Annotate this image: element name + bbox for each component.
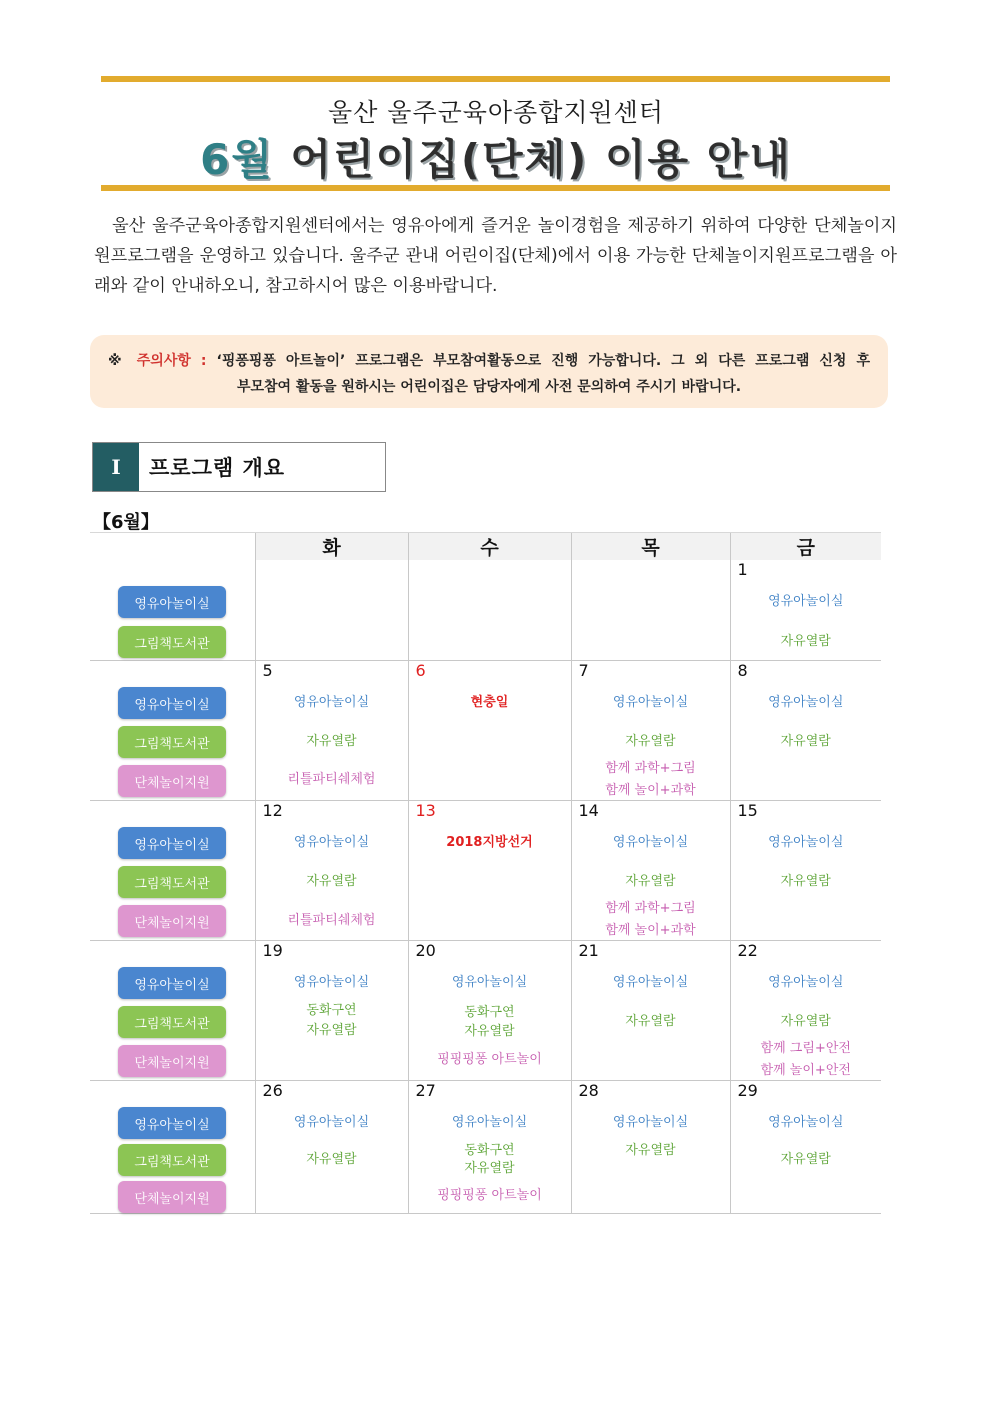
event-library: 자유열람 (306, 874, 357, 889)
legend-tag-group: 단체놀이지원 (118, 905, 226, 937)
calendar-header-row (90, 533, 881, 561)
day-number: 8 (737, 661, 748, 680)
legend-tag-play: 영유아놀이실 (118, 687, 226, 719)
page-title (0, 127, 992, 187)
week-row (90, 661, 881, 801)
section-number: I (93, 443, 139, 491)
day-cell (408, 560, 571, 661)
event-library: 자유열람 (780, 1014, 831, 1029)
day-number: 5 (262, 661, 273, 680)
calendar-table (90, 532, 881, 1214)
event-library: 자유열람 (306, 734, 357, 749)
title-text: 어린이집(단체) 이용 안내 (273, 135, 792, 184)
day-cell (730, 560, 881, 661)
day-cell (571, 661, 730, 801)
notice-line-1 (108, 348, 870, 374)
event-library: 자유열람 (780, 734, 831, 749)
day-cell (730, 661, 881, 801)
week-row (90, 941, 881, 1081)
event-play: 영유아놀이실 (293, 975, 370, 990)
day-number: 22 (737, 941, 758, 960)
day-number: 14 (578, 801, 599, 820)
event-play: 영유아놀이실 (451, 1115, 528, 1130)
event-library: 자유열람 (625, 874, 676, 889)
event-library: 자유열람 (464, 1161, 515, 1176)
event-holiday: 현충일 (470, 695, 509, 710)
day-cell (571, 801, 730, 941)
legend-tag-library: 그림책도서관 (118, 1144, 226, 1176)
event-play: 영유아놀이실 (768, 835, 844, 850)
header-tue: 화 (255, 533, 408, 561)
event-library: 자유열람 (306, 1152, 357, 1167)
legend-tag-library: 그림책도서관 (118, 626, 226, 658)
event-group: 리틀파티쉐체험 (287, 772, 376, 787)
day-cell (730, 1081, 881, 1214)
day-cell (255, 941, 408, 1081)
event-group: 함께 놀이+과학 (605, 923, 696, 938)
day-cell (571, 1081, 730, 1214)
header-thu: 목 (571, 533, 730, 561)
day-cell (255, 560, 408, 661)
legend-tag-play: 영유아놀이실 (118, 827, 226, 859)
event-play: 영유아놀이실 (612, 695, 689, 710)
month-label: 【6월】 (93, 512, 159, 533)
event-play: 영유아놀이실 (293, 1115, 370, 1130)
header-fri: 금 (730, 533, 881, 561)
notice-prefix: ※ (108, 353, 127, 369)
day-cell (571, 941, 730, 1081)
day-cell (408, 1081, 571, 1214)
intro-paragraph: 울산 울주군육아종합지원센터에서는 영유아에게 즐거운 놀이경험을 제공하기 위하여 다양한 단체놀이지원프로그램을 운영하고 있습니다. 울주군 관내 어린이집(단체)에서 이용 가능한 단체놀이지원프로그램을 아래와 같이 안내하오니, 참고하시어 많은 이용바랍니다. (94, 216, 897, 296)
event-play: 영유아놀이실 (293, 835, 370, 850)
event-group: 함께 그림+안전 (760, 1041, 851, 1056)
notice-label: 주의사항 : (136, 353, 207, 369)
day-number: 19 (262, 941, 283, 960)
day-number: 1 (737, 560, 748, 579)
title-month: 6월 (200, 135, 274, 184)
event-library: 자유열람 (625, 1143, 676, 1158)
legend-tag-library: 그림책도서관 (118, 866, 226, 898)
day-number: 28 (578, 1081, 599, 1100)
notice-box (90, 335, 888, 408)
event-library: 자유열람 (306, 1023, 357, 1038)
week-row (90, 801, 881, 941)
event-group: 함께 과학+그림 (605, 901, 696, 916)
notice-text-1: ‘핑퐁핑퐁 아트놀이’ 프로그램은 부모참여활동으로 진행 가능합니다. 그 외 다른 프로그램 신청 후 (216, 353, 870, 369)
event-storytelling: 동화구연 (306, 1003, 357, 1018)
event-play: 영유아놀이실 (293, 695, 370, 710)
day-number: 6 (415, 661, 426, 680)
event-library: 자유열람 (625, 1014, 676, 1029)
day-cell (408, 941, 571, 1081)
legend-tag-group: 단체놀이지원 (118, 765, 226, 797)
legend-cell (90, 801, 255, 941)
day-cell (730, 801, 881, 941)
legend-cell (90, 560, 255, 661)
top-gold-bar (101, 76, 890, 82)
event-storytelling: 동화구연 (464, 1143, 515, 1158)
day-number: 27 (415, 1081, 436, 1100)
legend-cell (90, 1081, 255, 1214)
event-play: 영유아놀이실 (768, 1115, 844, 1130)
day-cell (571, 560, 730, 661)
event-play: 영유아놀이실 (768, 594, 844, 609)
day-cell (408, 661, 571, 801)
bottom-gold-bar (101, 185, 890, 191)
header-blank (90, 533, 255, 561)
legend-tag-group: 단체놀이지원 (118, 1045, 226, 1077)
event-play: 영유아놀이실 (451, 975, 528, 990)
day-number: 26 (262, 1081, 283, 1100)
event-group: 함께 놀이+과학 (605, 783, 696, 798)
legend-tag-play: 영유아놀이실 (118, 967, 226, 999)
event-play: 영유아놀이실 (612, 975, 689, 990)
event-library: 자유열람 (625, 734, 676, 749)
event-group: 핑핑핑퐁 아트놀이 (437, 1188, 542, 1203)
event-group: 리틀파티쉐체험 (287, 913, 376, 928)
day-cell (255, 661, 408, 801)
legend-cell (90, 941, 255, 1081)
legend-cell (90, 661, 255, 801)
event-library: 자유열람 (780, 634, 831, 649)
legend-tag-play: 영유아놀이실 (118, 1107, 226, 1139)
week-row (90, 560, 881, 661)
day-cell (255, 1081, 408, 1214)
event-library: 자유열람 (464, 1024, 515, 1039)
day-number: 13 (415, 801, 436, 820)
event-play: 영유아놀이실 (612, 1115, 689, 1130)
legend-tag-library: 그림책도서관 (118, 1006, 226, 1038)
day-number: 15 (737, 801, 758, 820)
week-row (90, 1081, 881, 1214)
section-heading (92, 442, 386, 492)
section-title: 프로그램 개요 (149, 456, 286, 480)
event-group: 함께 과학+그림 (605, 761, 696, 776)
day-number: 29 (737, 1081, 758, 1100)
event-group: 핑핑핑퐁 아트놀이 (437, 1052, 542, 1067)
event-play: 영유아놀이실 (768, 695, 844, 710)
notice-line-2: 부모참여 활동을 원하시는 어린이집은 담당자에게 사전 문의하여 주시기 바랍니다. (236, 379, 742, 395)
day-number: 21 (578, 941, 599, 960)
event-play: 영유아놀이실 (612, 835, 689, 850)
day-cell (408, 801, 571, 941)
legend-tag-group: 단체놀이지원 (118, 1181, 226, 1213)
event-storytelling: 동화구연 (464, 1005, 515, 1020)
event-library: 자유열람 (780, 874, 831, 889)
day-cell (255, 801, 408, 941)
event-library: 자유열람 (780, 1152, 831, 1167)
event-holiday: 2018지방선거 (446, 835, 533, 850)
header-wed: 수 (408, 533, 571, 561)
day-number: 20 (415, 941, 436, 960)
event-play: 영유아놀이실 (768, 975, 844, 990)
page-subtitle: 울산 울주군육아종합지원센터 (328, 98, 664, 127)
day-number: 7 (578, 661, 589, 680)
event-group: 함께 놀이+안전 (760, 1063, 851, 1078)
legend-tag-play: 영유아놀이실 (118, 586, 226, 618)
day-cell (730, 941, 881, 1081)
day-number: 12 (262, 801, 283, 820)
legend-tag-library: 그림책도서관 (118, 726, 226, 758)
